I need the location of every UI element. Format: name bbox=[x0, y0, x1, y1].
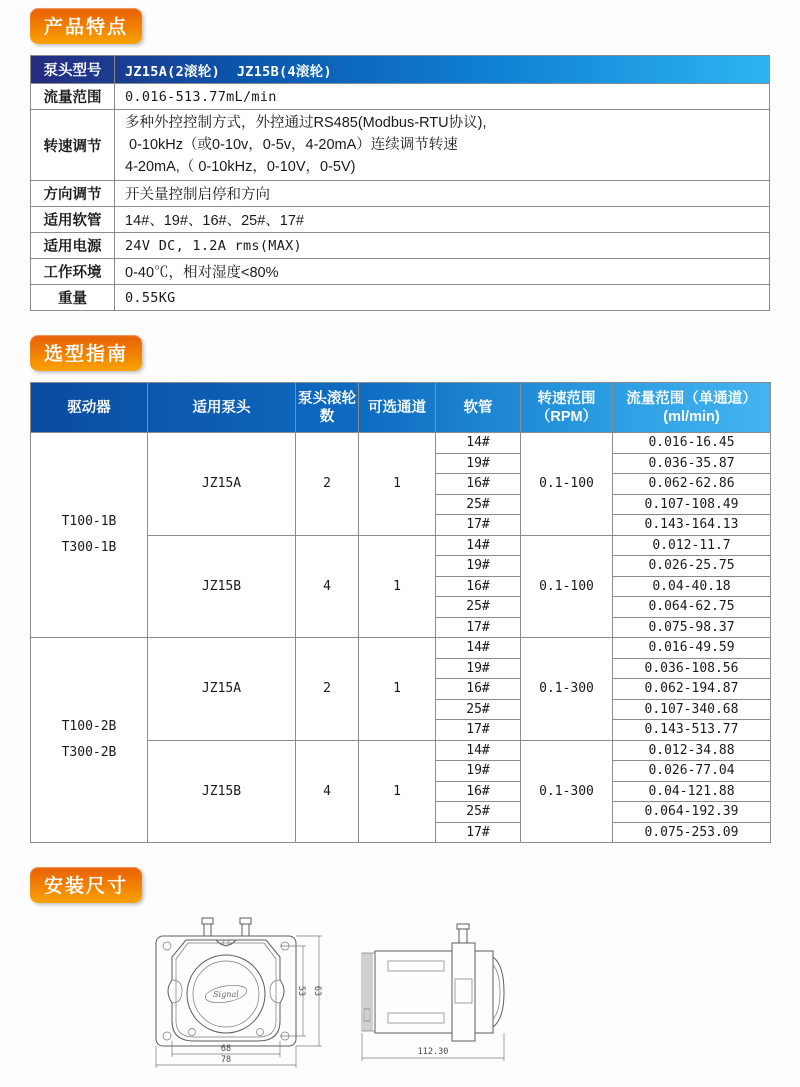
tube-cell: 16# bbox=[436, 781, 521, 802]
col-header-tube: 软管 bbox=[436, 383, 521, 433]
driver-line-1: T100-2B bbox=[61, 719, 117, 734]
tube-cell: 25# bbox=[436, 597, 521, 618]
rpm-cell: 0.1-300 bbox=[521, 740, 613, 843]
driver-line-1: T100-1B bbox=[61, 514, 117, 529]
dim-head-height-label: 53 bbox=[296, 985, 306, 997]
driver-cell bbox=[31, 433, 148, 638]
spec-label: 适用软管 bbox=[31, 207, 115, 233]
spec-value-pump-model: JZ15A(2滚轮) JZ15B(4滚轮) bbox=[115, 56, 770, 84]
flow-cell: 0.012-34.88 bbox=[613, 740, 771, 761]
spec-row-tubing bbox=[31, 207, 770, 233]
tube-cell: 16# bbox=[436, 679, 521, 700]
col-header-channels: 可选通道 bbox=[359, 383, 436, 433]
tube-cell: 25# bbox=[436, 802, 521, 823]
spec-label-pump-model: 泵头型号 bbox=[31, 56, 115, 84]
spec-header-row bbox=[31, 56, 770, 84]
spec-value: 0.55KG bbox=[115, 285, 770, 311]
spec-row-speed bbox=[31, 110, 770, 181]
tube-cell: 17# bbox=[436, 617, 521, 638]
pump-model-cell: JZ15B bbox=[148, 740, 296, 843]
spec-row-power bbox=[31, 233, 770, 259]
col-header-rpm bbox=[521, 383, 613, 433]
flow-cell: 0.016-49.59 bbox=[613, 638, 771, 659]
tube-cell: 19# bbox=[436, 556, 521, 577]
rpm-cell: 0.1-100 bbox=[521, 535, 613, 638]
spec-value: 14#、19#、16#、25#、17# bbox=[115, 207, 770, 233]
pump-logo: Signal bbox=[213, 990, 239, 999]
dimensions-section bbox=[30, 867, 770, 1069]
channels-cell: 1 bbox=[359, 433, 436, 536]
dim-plate-width-label: 78 bbox=[220, 1055, 232, 1065]
tube-cell: 19# bbox=[436, 453, 521, 474]
spec-row-environment bbox=[31, 259, 770, 285]
tube-cell: 14# bbox=[436, 535, 521, 556]
driver-line-2: T300-1B bbox=[61, 540, 117, 555]
selection-table bbox=[30, 382, 771, 843]
flow-cell: 0.075-253.09 bbox=[613, 822, 771, 843]
tube-cell: 17# bbox=[436, 720, 521, 741]
col-header-flow bbox=[613, 383, 771, 433]
tube-cell: 17# bbox=[436, 515, 521, 536]
flow-cell: 0.036-108.56 bbox=[613, 658, 771, 679]
rollers-cell: 2 bbox=[296, 433, 359, 536]
col-header-rollers: 泵头滚轮数 bbox=[296, 383, 359, 433]
spec-label: 工作环境 bbox=[31, 259, 115, 285]
tube-cell: 19# bbox=[436, 761, 521, 782]
selection-header-row bbox=[31, 383, 771, 433]
col-header-flow-line2: (ml/min) bbox=[663, 408, 720, 425]
pump-front-view-drawing bbox=[148, 917, 330, 1069]
pump-model-cell: JZ15A bbox=[148, 433, 296, 536]
col-header-flow-line1: 流量范围（单通道） bbox=[626, 390, 757, 407]
flow-cell: 0.016-16.45 bbox=[613, 433, 771, 454]
flow-cell: 0.143-164.13 bbox=[613, 515, 771, 536]
flow-cell: 0.062-194.87 bbox=[613, 679, 771, 700]
pump-model-cell: JZ15A bbox=[148, 638, 296, 741]
features-badge: 产品特点 bbox=[30, 8, 142, 44]
dim-length-label: 112.30 bbox=[417, 1047, 449, 1057]
flow-cell: 0.107-108.49 bbox=[613, 494, 771, 515]
flow-cell: 0.026-25.75 bbox=[613, 556, 771, 577]
tube-cell: 16# bbox=[436, 474, 521, 495]
dim-head-width-label: 68 bbox=[220, 1044, 232, 1054]
dimensions-badge: 安装尺寸 bbox=[30, 867, 142, 903]
channels-cell: 1 bbox=[359, 638, 436, 741]
flow-cell: 0.064-192.39 bbox=[613, 802, 771, 823]
driver-cell bbox=[31, 638, 148, 843]
dimension-drawings bbox=[30, 917, 770, 1069]
col-header-rpm-line2: （RPM） bbox=[535, 408, 598, 425]
pump-model-cell: JZ15B bbox=[148, 535, 296, 638]
features-table bbox=[30, 55, 770, 311]
col-header-driver: 驱动器 bbox=[31, 383, 148, 433]
dim-plate-height-label: 63 bbox=[312, 985, 322, 997]
spec-value: 0-40℃，相对湿度<80% bbox=[115, 259, 770, 285]
spec-value: 开关量控制启停和方向 bbox=[115, 181, 770, 207]
tube-cell: 14# bbox=[436, 740, 521, 761]
spec-label: 适用电源 bbox=[31, 233, 115, 259]
flow-cell: 0.143-513.77 bbox=[613, 720, 771, 741]
rollers-cell: 4 bbox=[296, 740, 359, 843]
spec-label: 转速调节 bbox=[31, 110, 115, 181]
selection-section bbox=[30, 335, 770, 843]
spec-value: 0.016-513.77mL/min bbox=[115, 84, 770, 110]
flow-cell: 0.062-62.86 bbox=[613, 474, 771, 495]
tube-cell: 14# bbox=[436, 433, 521, 454]
channels-cell: 1 bbox=[359, 535, 436, 638]
rpm-cell: 0.1-300 bbox=[521, 638, 613, 741]
flow-cell: 0.064-62.75 bbox=[613, 597, 771, 618]
flow-cell: 0.026-77.04 bbox=[613, 761, 771, 782]
rpm-cell: 0.1-100 bbox=[521, 433, 613, 536]
spec-label: 重量 bbox=[31, 285, 115, 311]
pump-side-view-drawing bbox=[352, 921, 542, 1069]
tube-cell: 25# bbox=[436, 699, 521, 720]
spec-label: 方向调节 bbox=[31, 181, 115, 207]
spec-row-direction bbox=[31, 181, 770, 207]
flow-cell: 0.04-40.18 bbox=[613, 576, 771, 597]
rollers-cell: 2 bbox=[296, 638, 359, 741]
features-section bbox=[30, 8, 770, 311]
tube-cell: 17# bbox=[436, 822, 521, 843]
col-header-rpm-line1: 转速范围 bbox=[537, 390, 596, 407]
spec-value-multiline bbox=[115, 110, 770, 181]
tube-cell: 16# bbox=[436, 576, 521, 597]
rollers-cell: 4 bbox=[296, 535, 359, 638]
spec-row-weight bbox=[31, 285, 770, 311]
spec-line-1: 多种外控控制方式，外控通过RS485(Modbus-RTU协议), bbox=[125, 115, 487, 131]
selection-badge: 选型指南 bbox=[30, 335, 142, 371]
spec-row-flow bbox=[31, 84, 770, 110]
driver-line-2: T300-2B bbox=[61, 745, 117, 760]
table-row bbox=[31, 638, 771, 659]
channels-cell: 1 bbox=[359, 740, 436, 843]
flow-cell: 0.036-35.87 bbox=[613, 453, 771, 474]
spec-line-2: 0-10kHz（或0-10v，0-5v，4-20mA）连续调节转速 bbox=[125, 137, 458, 153]
tube-cell: 25# bbox=[436, 494, 521, 515]
flow-cell: 0.075-98.37 bbox=[613, 617, 771, 638]
flow-cell: 0.012-11.7 bbox=[613, 535, 771, 556]
flow-cell: 0.04-121.88 bbox=[613, 781, 771, 802]
table-row bbox=[31, 433, 771, 454]
tube-cell: 14# bbox=[436, 638, 521, 659]
flow-cell: 0.107-340.68 bbox=[613, 699, 771, 720]
tube-cell: 19# bbox=[436, 658, 521, 679]
spec-line-3: 4-20mA,（ 0-10kHz，0-10V，0-5V) bbox=[125, 159, 356, 175]
spec-value: 24V DC, 1.2A rms(MAX) bbox=[115, 233, 770, 259]
spec-label: 流量范围 bbox=[31, 84, 115, 110]
col-header-pump: 适用泵头 bbox=[148, 383, 296, 433]
